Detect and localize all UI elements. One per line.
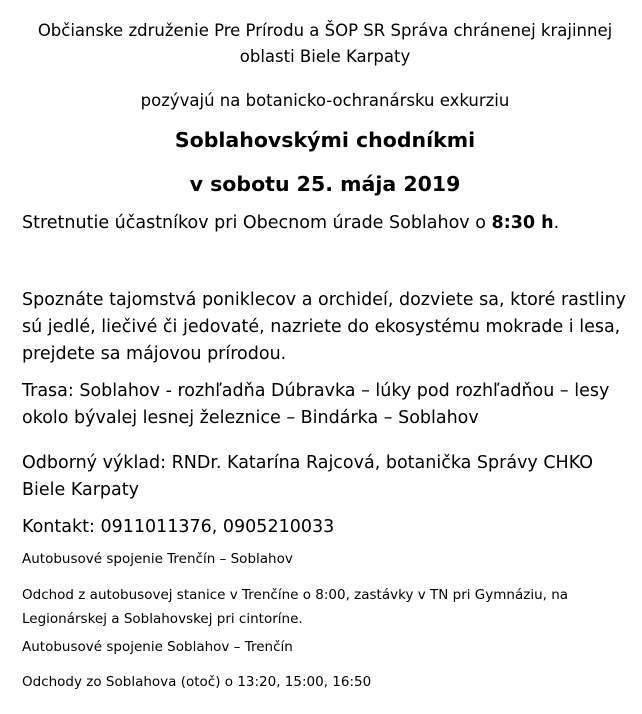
intro-paragraph: Spoznáte tajomstvá poniklecov a orchideí, dozviete sa, ktoré rastliny sú jedlé, liečivé či jedovaté, nazriete do ekosystému mokrade i lesa, prejdete sa májovou prírodou. bbox=[22, 290, 627, 364]
event-title: Soblahovskými chodníkmi bbox=[174, 128, 476, 152]
bus-connection-to-heading: Autobusové spojenie Trenčín – Soblahov bbox=[22, 551, 293, 567]
meeting-time: 8:30 h bbox=[491, 213, 554, 233]
departure-to-text: Odchod z autobusovej stanice v Trenčíne o 8:00, zastávky v TN pri Gymnáziu, na Legionárskej a Soblahovskej pri cintoríne. bbox=[22, 587, 569, 627]
organizers-text: Občianske združenie Pre Prírodu a ŠOP SR Správa chránenej krajinnej oblasti Biele Karpaty bbox=[37, 21, 613, 66]
meeting-text: Stretnutie účastníkov pri Obecnom úrade Soblahov o bbox=[22, 213, 492, 233]
invitation-text: pozývajú na botanicko-ochranársku exkurziu bbox=[140, 91, 510, 110]
contact-paragraph: Kontakt: 0911011376, 0905210033 bbox=[22, 517, 335, 537]
bus-connection-back-heading: Autobusové spojenie Soblahov – Trenčín bbox=[22, 639, 293, 655]
departure-back-text: Odchody zo Soblahova (otoč) o 13:20, 15:00, 16:50 bbox=[22, 674, 372, 690]
event-date: v sobotu 25. mája 2019 bbox=[189, 172, 461, 196]
route-paragraph: Trasa: Soblahov - rozhľadňa Dúbravka – lúky pod rozhľadňou – lesy okolo bývalej lesnej železnice – Bindárka – Soblahov bbox=[22, 381, 610, 428]
meeting-info bbox=[22, 208, 637, 238]
expert-paragraph: Odborný výklad: RNDr. Katarína Rajcová, botanička Správy CHKO Biele Karpaty bbox=[22, 453, 594, 500]
meeting-end: . bbox=[553, 213, 560, 233]
